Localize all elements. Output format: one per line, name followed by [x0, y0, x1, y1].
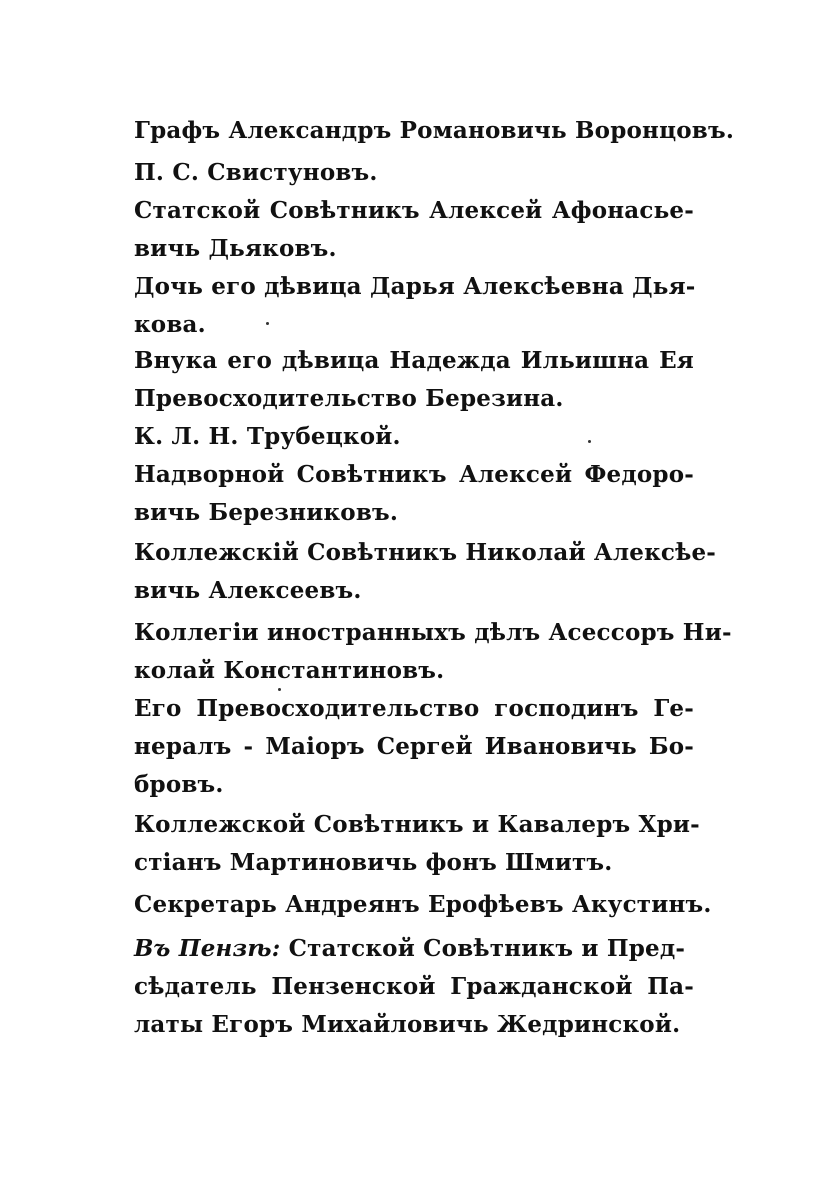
entry-line: вичь Алексеевъ.: [134, 577, 362, 604]
entry-10: [134, 690, 694, 804]
entry-9: [134, 614, 732, 690]
entry-line: кова.: [134, 311, 206, 338]
entry-line: Графъ Александръ Романовичь Воронцовъ.: [134, 117, 735, 144]
entry-line: бровъ.: [134, 771, 224, 798]
ink-speck: [266, 322, 269, 325]
entry-2: [134, 154, 694, 192]
entry-line: Надворной Совѣтникъ Алексей Федоро-: [134, 461, 694, 488]
entry-6: [134, 418, 694, 456]
entry-13: [134, 930, 694, 1044]
entry-line: вичь Березниковъ.: [134, 499, 399, 526]
entry-line: сѣдатель Пензенской Гражданской Па-: [134, 973, 694, 1000]
place-name: Въ Пензѣ:: [134, 935, 281, 962]
entry-line: вичь Дьяковъ.: [134, 235, 337, 262]
entry-11: [134, 806, 700, 882]
entry-8: [134, 534, 717, 610]
entry-3: [134, 192, 694, 268]
entry-line: Превосходительство Березина.: [134, 385, 564, 412]
ink-speck: [278, 688, 281, 691]
entry-line: стіанъ Мартиновичь фонъ Шмитъ.: [134, 849, 613, 876]
entry-12: [134, 886, 712, 924]
entry-1: [134, 112, 735, 150]
entry-line: Коллежскій Совѣтникъ Николай Алексѣе-: [134, 539, 717, 566]
entry-line: [134, 930, 694, 968]
entry-7: [134, 456, 694, 532]
entry-5: [134, 342, 694, 418]
entry-line: Дочь его дѣвица Дарья Алексѣевна Дья-: [134, 273, 696, 300]
entry-line: Его Превосходительство господинъ Ге-: [134, 695, 694, 722]
entry-line: К. Л. Н. Трубецкой.: [134, 423, 401, 450]
entry-4: [134, 268, 694, 344]
entry-line: Коллегіи иностранныхъ дѣлъ Асессоръ Ни-: [134, 619, 732, 646]
ink-speck: [588, 440, 591, 443]
entry-line-rest: Статской Совѣтникъ и Пред-: [280, 935, 686, 962]
entry-line: Статской Совѣтникъ Алексей Афонасье-: [134, 197, 694, 224]
entry-line: П. С. Свистуновъ.: [134, 159, 378, 186]
entry-line: Внука его дѣвица Надежда Ильишна Ея: [134, 347, 694, 374]
entry-line: колай Константиновъ.: [134, 657, 445, 684]
entry-line: Коллежской Совѣтникъ и Кавалеръ Хри-: [134, 811, 700, 838]
entry-line: Секретарь Андреянъ Ерофѣевъ Акустинъ.: [134, 891, 712, 918]
entry-line: латы Егоръ Михайловичь Жедринской.: [134, 1011, 681, 1038]
entry-line: нералъ - Маіоръ Сергей Ивановичь Бо-: [134, 733, 694, 760]
